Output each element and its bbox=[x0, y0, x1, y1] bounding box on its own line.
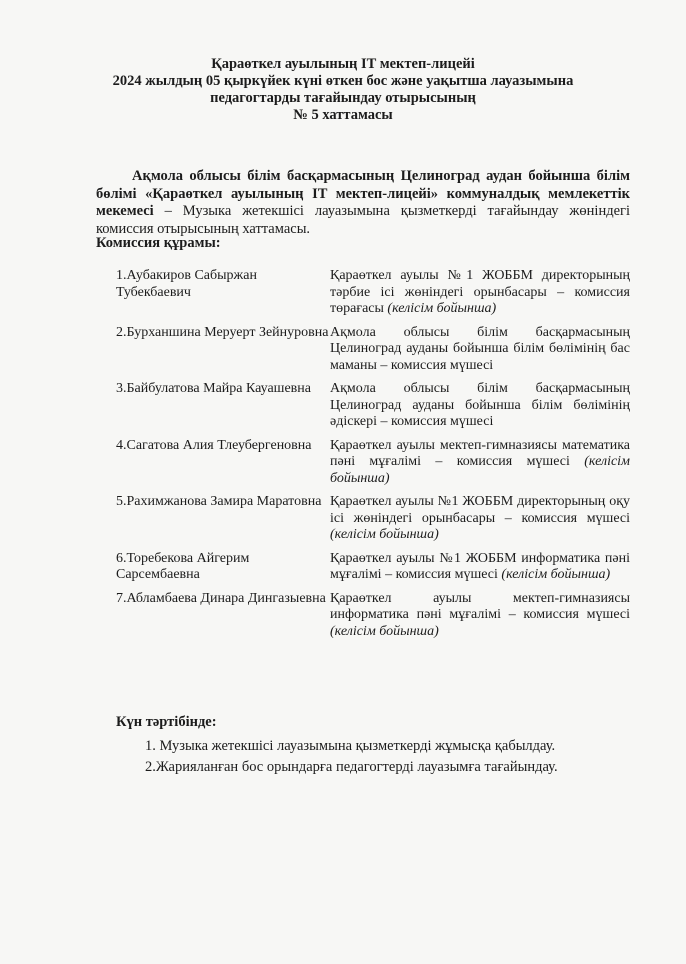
member-role-note: (келісім бойынша) bbox=[387, 301, 497, 316]
member-name: 2.Бурханшина Меруерт Зейнуровна bbox=[116, 324, 329, 340]
member-role bbox=[330, 325, 630, 375]
commission-member bbox=[116, 591, 630, 641]
member-role-note: (келісім бойынша) bbox=[501, 567, 611, 582]
commission-member bbox=[116, 551, 630, 584]
member-role-note: (келісім бойынша) bbox=[330, 454, 630, 486]
commission-member bbox=[116, 438, 630, 488]
member-name: 6.Торебекова Айгерим Сарсембаевна bbox=[116, 550, 250, 582]
member-role-text: Қараөткел ауылы №1 ЖОББМ директорының тәрбие ісі жөніндегі орынбасары – комиссия төрағасы bbox=[330, 268, 630, 316]
commission-member bbox=[116, 381, 630, 431]
member-name: 1.Аубакиров Сабыржан Тубекбаевич bbox=[116, 268, 257, 300]
commission-member bbox=[116, 268, 630, 318]
member-role bbox=[330, 494, 630, 544]
agenda-list bbox=[145, 736, 645, 778]
commission-member bbox=[116, 325, 630, 375]
member-role-note: (келісім бойынша) bbox=[330, 623, 439, 639]
intro-organization: Ақмола облысы білім басқармасының Целиноград аудан бойынша білім бөлімі «Қараөткел ауылының IT мектеп-лицейі» коммуналдық мемлекеттік мекемесі bbox=[96, 168, 630, 219]
agenda-item: 2.Жарияланған бос орындарға педагогтерді лауазымға тағайындау. bbox=[145, 759, 558, 775]
member-role-text: Ақмола облысы білім басқармасының Целиноград ауданы бойынша білім бөлімінің әдіскері – комиссия мүшесі bbox=[330, 381, 630, 429]
member-role-text: Қараөткел ауылы мектеп-гимназиясы математика пәні мұғалімі – комиссия мүшесі bbox=[330, 437, 630, 469]
intro-paragraph bbox=[96, 168, 630, 238]
member-role-text: Қараөткел ауылы №1 ЖОББМ директорының оқу ісі жөніндегі орынбасары – комиссия мүшесі bbox=[330, 494, 630, 526]
intro-text: – Музыка жетекшісі лауазымына қызметкерді тағайындау жөніндегі комиссия отырысының хаттамасы. bbox=[96, 203, 630, 237]
document-header bbox=[60, 56, 626, 124]
member-role bbox=[330, 381, 630, 431]
commission-members-list bbox=[116, 268, 630, 640]
member-role bbox=[330, 438, 630, 488]
header-meeting-subject: педагогтарды тағайындау отырысының bbox=[210, 90, 476, 106]
header-school-name: Қараөткел ауылының IT мектеп-лицейі bbox=[211, 56, 475, 72]
member-name: 4.Сагатова Алия Тлеубергеновна bbox=[116, 437, 312, 453]
header-meeting-date: 2024 жылдың 05 қыркүйек күні өткен бос және уақытша лауазымына bbox=[112, 73, 574, 89]
agenda-item: 1. Музыка жетекшісі лауазымына қызметкерді жұмысқа қабылдау. bbox=[145, 738, 556, 754]
member-name: 7.Абламбаева Динара Дингазыевна bbox=[116, 590, 326, 606]
member-role-text: Қараөткел ауылы №1 ЖОББМ информатика пәні мұғалімі – комиссия мүшесі bbox=[330, 550, 630, 582]
member-role-text: Ақмола облысы білім басқармасының Целиноград ауданы бойынша білім бөлімінің бас маманы – комиссия мүшесі bbox=[330, 324, 630, 373]
commission-title: Комиссия құрамы: bbox=[96, 235, 221, 251]
member-role bbox=[330, 591, 630, 641]
member-name: 3.Байбулатова Майра Кауашевна bbox=[116, 381, 311, 396]
member-role-note: (келісім бойынша) bbox=[330, 527, 439, 542]
member-name: 5.Рахимжанова Замира Маратовна bbox=[116, 494, 322, 509]
commission-member bbox=[116, 494, 630, 544]
member-role bbox=[330, 268, 630, 318]
member-role-text: Қараөткел ауылы мектеп-гимназиясы информатика пәні мұғалімі – комиссия мүшесі bbox=[330, 590, 630, 622]
agenda-title: Күн тәртібінде: bbox=[116, 714, 217, 730]
header-protocol-number: № 5 хаттамасы bbox=[293, 107, 393, 123]
member-role bbox=[330, 551, 630, 584]
